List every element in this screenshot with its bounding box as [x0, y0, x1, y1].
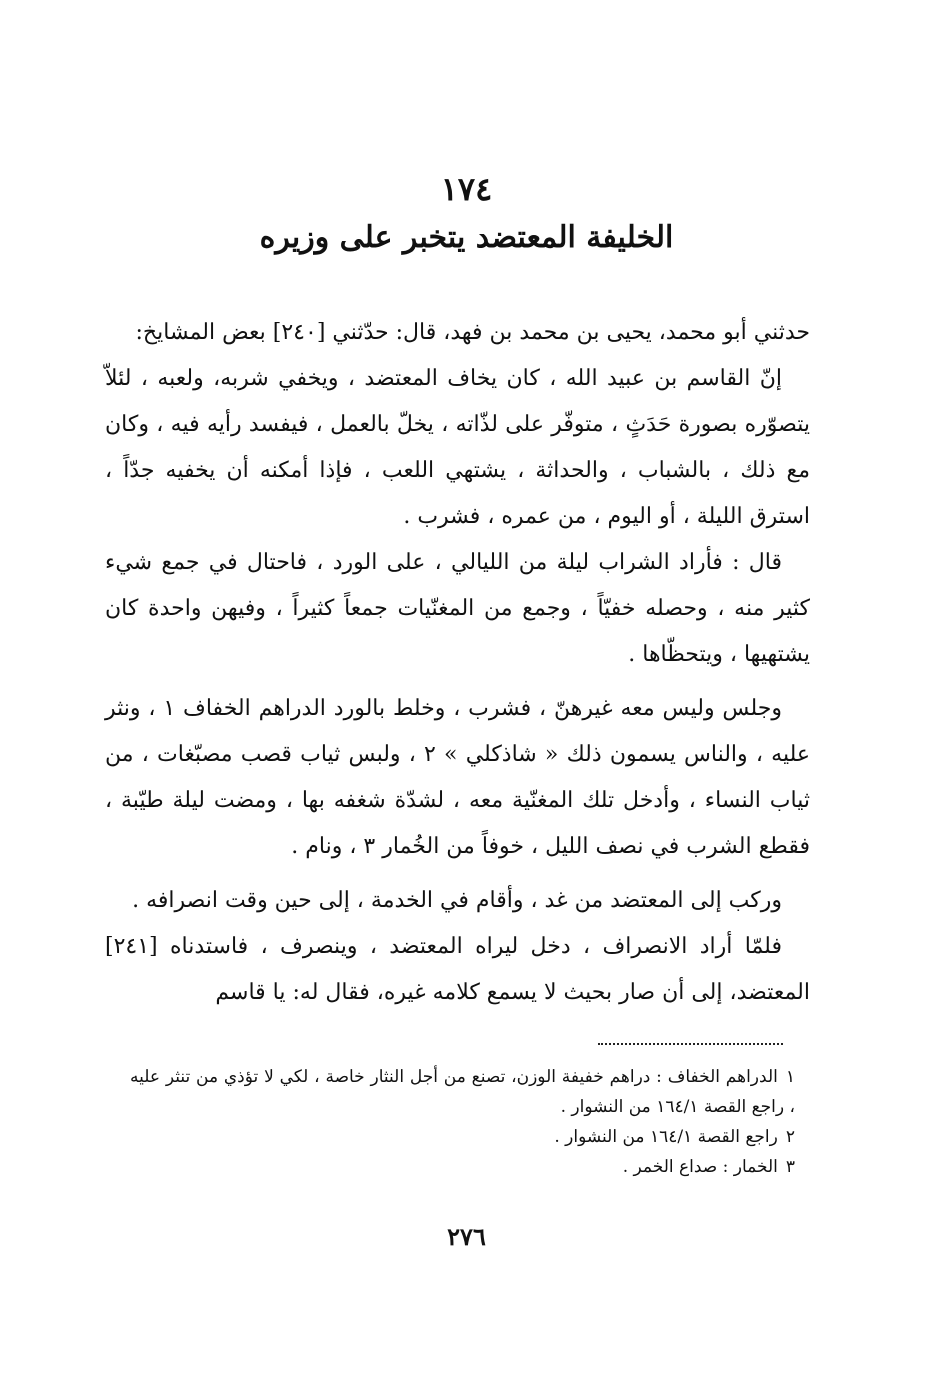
footnote-number: ٢ [785, 1127, 795, 1147]
paragraph: إنّ القاسم بن عبيد الله ، كان يخاف المعتضد ، ويخفي شربه، ولعبه ، لئلاّ يتصوّره بصورة حَدَثٍ ، متوفّر على لذّاته ، يخلّ بالعمل ، فيفسد رأيه فيه ، وكان مع ذلك ، بالشباب ، والحداثة ، يشتهي اللعب ، فإذا أمكنه أن يخفيه جدّاً ، استرق الليلة ، أو اليوم ، من عمره ، فشرب . [105, 366, 810, 529]
page-number: ٢٧٦ [447, 1222, 486, 1251]
body-text [105, 310, 810, 1016]
footnote-number: ١ [785, 1067, 795, 1087]
footnote [130, 1122, 795, 1152]
footnotes [130, 1062, 795, 1182]
paragraph: وركب إلى المعتضد من غد ، وأقام في الخدمة ، إلى حين وقت انصرافه . [132, 888, 782, 913]
footnote [130, 1152, 795, 1182]
paragraph: قال : فأراد الشراب ليلة من الليالي ، على الورد ، فاحتال في جمع شيء كثير منه ، وحصله خفيّاً ، وجمع من المغنّيات جمعاً كثيراً ، وفيهن واحدة كان يشتهيها ، ويتحظّاها . [105, 550, 810, 667]
footnote-text: الدراهم الخفاف : دراهم خفيفة الوزن، تصنع من أجل النثار خاصة ، لكي لا تؤذي من تنثر عليه ، راجع القصة ١٦٤/١ من النشوار . [130, 1067, 795, 1117]
story-number: ١٧٤ [440, 170, 493, 208]
paragraph: فلمّا أراد الانصراف ، دخل ليراه المعتضد ، وينصرف ، فاستدناه [٢٤١] المعتضد، إلى أن صار بحيث لا يسمع كلامه غيره، فقال له: يا قاسم [105, 934, 810, 1005]
footnote-text: راجع القصة ١٦٤/١ من النشوار . [554, 1127, 778, 1147]
footnote-text: الخمار : صداع الخمر . [622, 1157, 778, 1177]
story-title: الخليفة المعتضد يتخبر على وزيره [259, 220, 674, 255]
footnote [130, 1062, 795, 1122]
footnote-number: ٣ [785, 1157, 795, 1177]
footnote-separator [598, 1043, 783, 1045]
paragraph: وجلس وليس معه غيرهنّ ، فشرب ، وخلط بالورد الدراهم الخفاف ١ ، ونثر عليه ، والناس يسمون ذلك « شاذكلي » ٢ ، ولبس ثياب قصب مصبّغات ، من ثياب النساء ، وأدخل تلك المغنّية معه ، لشدّة شغفه بها ، ومضت ليلة طيّبة ، فقطع الشرب في نصف الليل ، خوفاً من الخُمار ٣ ، ونام . [105, 696, 810, 859]
paragraph-opening: حدثني أبو محمد، يحيى بن محمد بن فهد، قال: حدّثني [٢٤٠] بعض المشايخ: [135, 320, 810, 345]
